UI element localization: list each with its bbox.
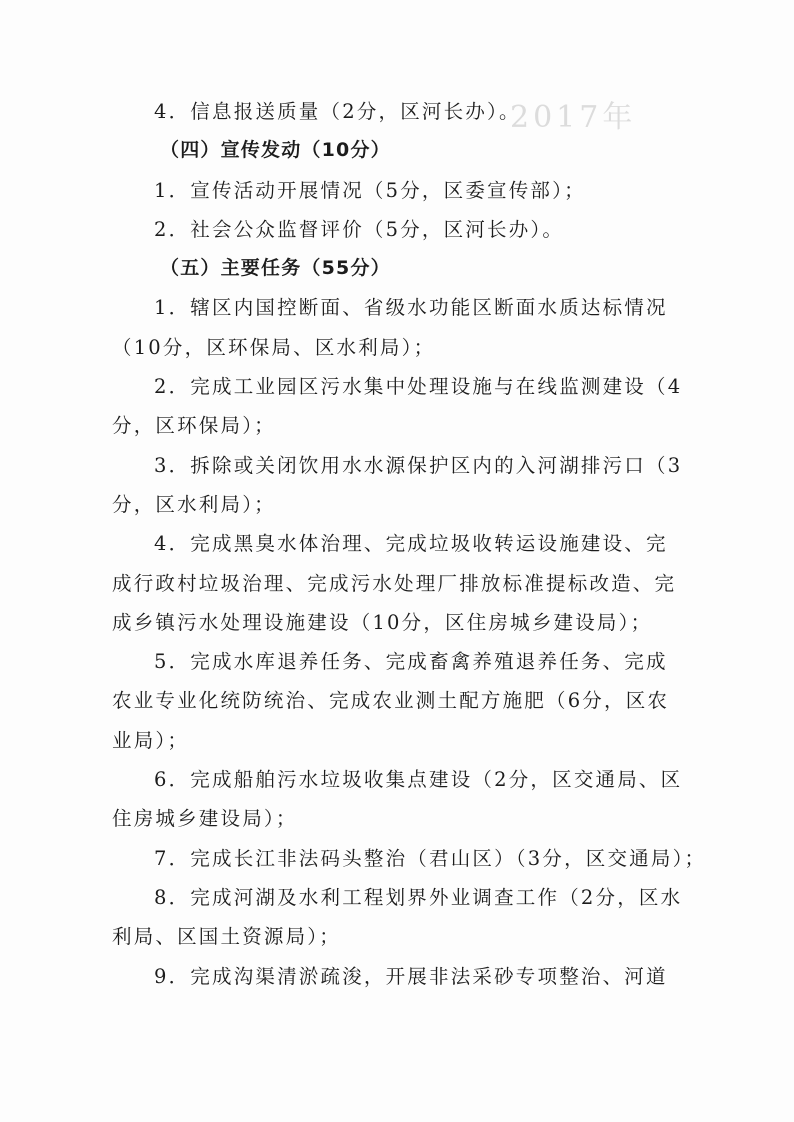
text-line: 分，区水利局）； bbox=[112, 492, 276, 516]
text-line: 6．完成船舶污水垃圾收集点建设（2分，区交通局、区 bbox=[154, 768, 683, 792]
text-line: 5．完成水库退养任务、完成畜禽养殖退养任务、完成 bbox=[154, 650, 668, 674]
text-line: 成行政村垃圾治理、完成污水处理厂排放标准提标改造、完 bbox=[112, 571, 677, 595]
section-heading: （五）主要任务（55分） bbox=[160, 257, 391, 280]
text-line: 业局）； bbox=[112, 728, 190, 752]
bleed-through-text: 2017年 bbox=[510, 100, 637, 135]
text-line: 成乡镇污水处理设施建设（10分，区住房城乡建设局）； bbox=[112, 610, 653, 634]
text-line: （10分，区环保局、区水利局）； bbox=[112, 335, 436, 359]
text-line: 2．社会公众监督评价（5分，区河长办）。 bbox=[154, 217, 565, 241]
text-line: 1．宣传活动开展情况（5分，区委宣传部）； bbox=[154, 178, 586, 202]
text-line: 2．完成工业园区污水集中处理设施与在线监测建设（4 bbox=[154, 375, 683, 399]
text-line: 8．完成河湖及水利工程划界外业调查工作（2分，区水 bbox=[154, 885, 683, 909]
text-line: 1．辖区内国控断面、省级水功能区断面水质达标情况 bbox=[154, 296, 668, 320]
section-heading: （四）宣传发动（10分） bbox=[160, 139, 391, 162]
text-line: 利局、区国土资源局）； bbox=[112, 925, 341, 949]
text-line: 农业专业化统防统治、完成农业测土配方施肥（6分，区农 bbox=[112, 689, 670, 713]
text-line: 4．完成黑臭水体治理、完成垃圾收转运设施建设、完 bbox=[154, 532, 668, 556]
text-line: 9．完成沟渠清淤疏浚，开展非法采砂专项整治、河道 bbox=[154, 964, 668, 988]
text-line: 7．完成长江非法码头整治（君山区）（3分，区交通局）； bbox=[154, 846, 707, 870]
text-line: 3．拆除或关闭饮用水水源保护区内的入河湖排污口（3 bbox=[154, 453, 683, 477]
text-line: 4．信息报送质量（2分，区河长办）。 bbox=[154, 100, 521, 123]
text-line: 分，区环保局）； bbox=[112, 414, 276, 438]
text-line: 住房城乡建设局）； bbox=[112, 807, 298, 831]
document-body bbox=[112, 92, 707, 996]
